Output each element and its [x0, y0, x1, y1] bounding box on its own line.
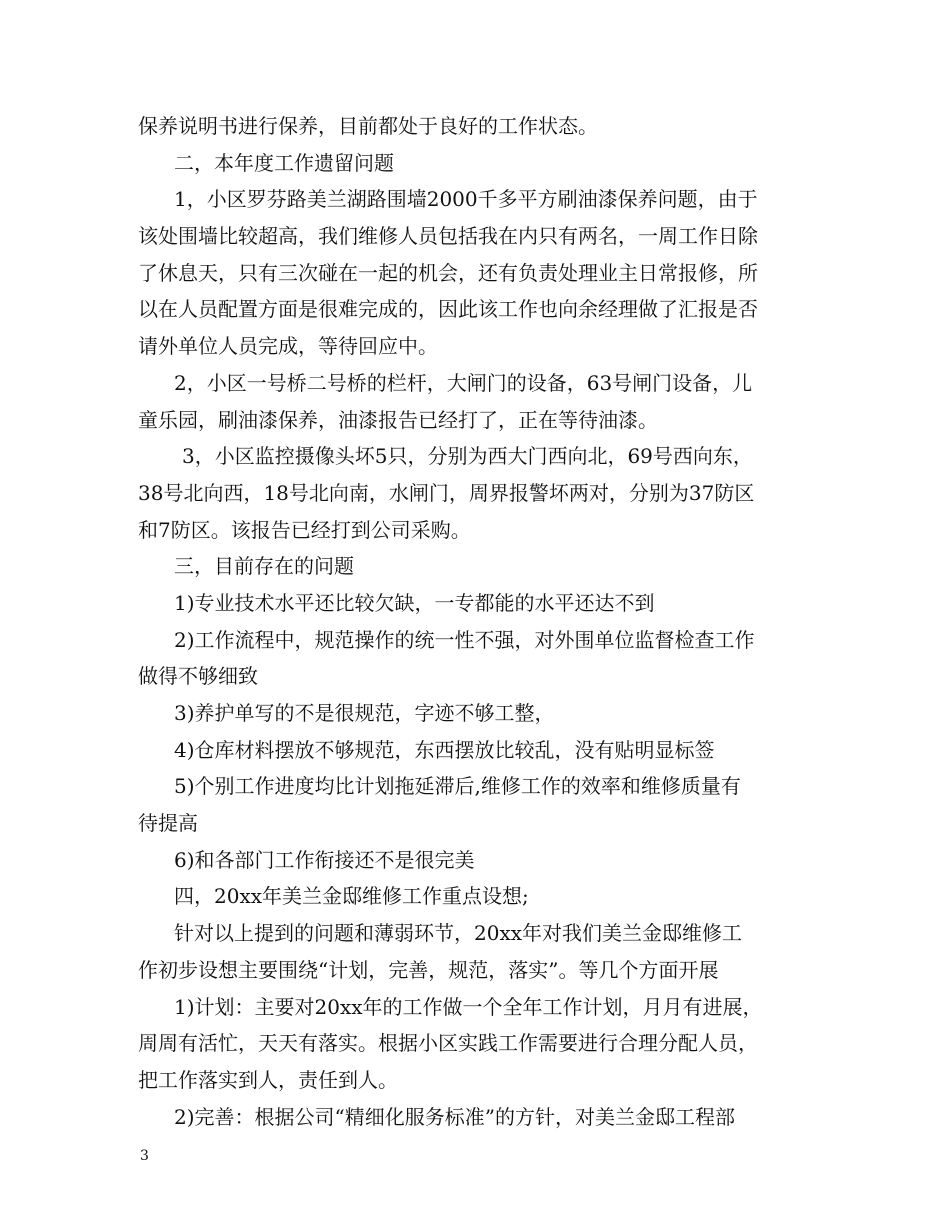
text-line: 该处围墙比较超高，我们维修人员包括我在内只有两名，一周工作日除: [138, 224, 758, 249]
text-line: 38号北向西，18号北向南，水闸门，周界报警坏两对，分别为37防区: [138, 480, 755, 505]
list-item: 2)完善：根据公司“精细化服务标准”的方针，对美兰金邸工程部: [174, 1104, 735, 1129]
list-item: 5)个别工作进度均比计划拖延滞后,维修工作的效率和维修质量有: [174, 774, 741, 799]
text-line: 待提高: [138, 811, 198, 836]
text-line: 把工作落实到人，责任到人。: [138, 1067, 398, 1092]
list-item: 3)养护单写的不是很规范，字迹不够工整，: [174, 701, 555, 725]
text-line: 了休息天，只有三次碰在一起的机会，还有负责处理业主日常报修，所: [138, 260, 758, 285]
text-line: 做得不够细致: [138, 664, 258, 689]
text-line: 和7防区。该报告已经打到公司采购。: [138, 517, 471, 542]
document-body: [138, 108, 828, 1135]
text-line: 请外单位人员完成，等待回应中。: [138, 334, 438, 359]
section-heading: 四，20xx年美兰金邸维修工作重点设想;: [174, 884, 529, 909]
text-line: 针对以上提到的问题和薄弱环节，20xx年对我们美兰金邸维修工: [174, 921, 743, 946]
list-item: 4)仓库材料摆放不够规范，东西摆放比较乱，没有贴明显标签: [174, 737, 715, 762]
page-number: 3: [140, 1148, 149, 1164]
text-line: 2，小区一号桥二号桥的栏杆，大闸门的设备，63号闸门设备，儿: [174, 370, 753, 395]
text-line: 以在人员配置方面是很难完成的，因此该工作也向余经理做了汇报是否: [138, 297, 758, 322]
list-item: 2)工作流程中，规范操作的统一性不强，对外围单位监督检查工作: [174, 627, 755, 652]
text-line: 3，小区监控摄像头坏5只，分别为西大门西向北，69号西向东，: [182, 444, 753, 469]
text-line: 保养说明书进行保养，目前都处于良好的工作状态。: [138, 114, 598, 138]
list-item: 6)和各部门工作衔接还不是很完美: [174, 847, 475, 872]
text-line: 1，小区罗芬路美兰湖路围墙2000千多平方刷油漆保养问题，由于: [174, 187, 758, 212]
section-heading: 三，目前存在的问题: [174, 554, 354, 579]
text-line: 作初步设想主要围绕“计划，完善，规范，落实”。等几个方面开展: [138, 957, 719, 982]
list-item: 1)专业技术水平还比较欠缺，一专都能的水平还达不到: [174, 590, 655, 615]
text-line: 周周有活忙，天天有落实。根据小区实践工作需要进行合理分配人员，: [138, 1031, 758, 1056]
text-line: 童乐园，刷油漆保养，油漆报告已经打了，正在等待油漆。: [138, 407, 658, 432]
list-item: 1)计划：主要对20xx年的工作做一个全年工作计划，月月有进展，: [174, 994, 763, 1019]
section-heading: 二，本年度工作遗留问题: [174, 150, 394, 175]
